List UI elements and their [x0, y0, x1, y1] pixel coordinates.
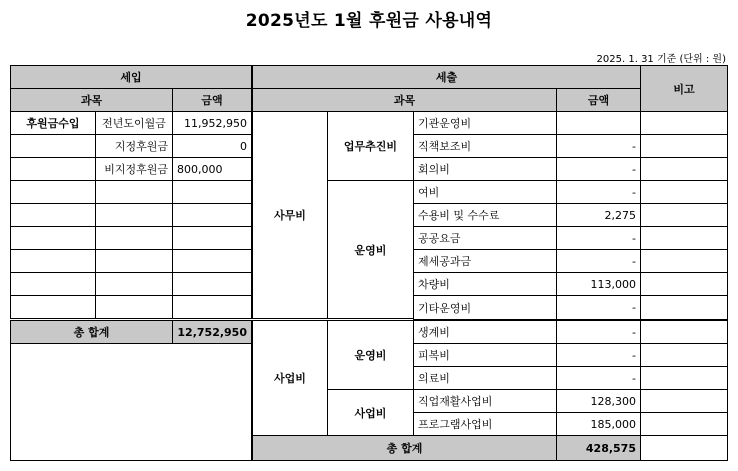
income-blank-cell: [172, 249, 252, 273]
expense-item-amount: 185,000: [556, 412, 641, 436]
expense-group-operating: 운영비: [327, 180, 414, 319]
income-blank-cell: [10, 295, 96, 319]
date-unit-note: 2025. 1. 31 기준 (단위 : 원): [596, 54, 726, 65]
expense-item-amount: 128,300: [556, 389, 641, 413]
income-blank-cell: [10, 203, 96, 227]
page-title: 2025년도 1월 후원금 사용내역: [245, 11, 493, 31]
expense-section-office: 사무비: [251, 111, 328, 319]
remarks-cell: [640, 249, 728, 273]
income-blank-cell: [10, 249, 96, 273]
expense-group-operating: 운영비: [327, 320, 414, 390]
income-blank-cell: [95, 203, 173, 227]
expense-item-name: 프로그램사업비: [413, 412, 557, 436]
income-blank-cell: [10, 180, 96, 204]
expense-item-name: 제세공과금: [413, 249, 557, 273]
expense-item-name: 생계비: [413, 320, 557, 344]
income-blank-cell: [10, 134, 96, 158]
expense-item-amount: -: [556, 180, 641, 204]
expense-item-amount: -: [556, 343, 641, 367]
expense-item-amount: -: [556, 157, 641, 181]
remarks-cell: [640, 272, 728, 296]
income-blank-cell: [95, 249, 173, 273]
remarks-cell: [640, 389, 728, 413]
remarks-cell: [640, 320, 728, 344]
income-item-amount: 0: [172, 134, 252, 158]
income-subject-header: 과목: [10, 88, 173, 112]
expense-header: 세출: [251, 65, 641, 89]
income-blank-cell: [10, 157, 96, 181]
expense-item-name: 기관운영비: [413, 111, 557, 135]
expense-item-name: 직책보조비: [413, 134, 557, 158]
income-item-amount: 800,000: [172, 157, 252, 181]
expense-item-name: 회의비: [413, 157, 557, 181]
expense-item-name: 피복비: [413, 343, 557, 367]
remarks-cell: [640, 435, 728, 461]
remarks-cell: [640, 134, 728, 158]
income-blank-cell: [95, 272, 173, 296]
income-blank-cell: [172, 203, 252, 227]
expense-subject-header: 과목: [251, 88, 557, 112]
expense-total-amount: 428,575: [556, 435, 641, 461]
expense-item-name: 공공요금: [413, 226, 557, 250]
income-blank-cell: [172, 295, 252, 319]
expense-amount-header: 금액: [556, 88, 641, 112]
income-blank-cell: [172, 226, 252, 250]
expense-item-amount: 2,275: [556, 203, 641, 227]
expense-item-name: 차량비: [413, 272, 557, 296]
expense-item-amount: -: [556, 226, 641, 250]
remarks-cell: [640, 111, 728, 135]
income-item-name: 전년도이월금: [95, 111, 173, 135]
income-total-amount: 12,752,950: [172, 320, 252, 344]
expense-item-name: 의료비: [413, 366, 557, 390]
expense-item-name: 직업재활사업비: [413, 389, 557, 413]
remarks-header: 비고: [640, 65, 728, 112]
income-item-name: 비지정후원금: [95, 157, 173, 181]
expense-item-amount: -: [556, 134, 641, 158]
income-blank-cell: [172, 272, 252, 296]
remarks-cell: [640, 295, 728, 320]
remarks-cell: [640, 343, 728, 367]
expense-group-business-promotion: 업무추진비: [327, 111, 414, 181]
income-blank-cell: [10, 272, 96, 296]
expense-item-name: 수용비 및 수수료: [413, 203, 557, 227]
remarks-cell: [640, 180, 728, 204]
income-empty-area: [10, 343, 252, 461]
expense-item-name: 기타운영비: [413, 295, 557, 320]
expense-item-amount: [556, 111, 641, 135]
expense-item-amount: -: [556, 320, 641, 344]
expense-section-project: 사업비: [251, 320, 328, 436]
expense-item-amount: -: [556, 366, 641, 390]
remarks-cell: [640, 412, 728, 436]
income-category: 후원금수입: [10, 111, 96, 135]
remarks-cell: [640, 203, 728, 227]
remarks-cell: [640, 157, 728, 181]
income-blank-cell: [172, 180, 252, 204]
expense-group-project: 사업비: [327, 389, 414, 436]
expense-item-amount: 113,000: [556, 272, 641, 296]
income-blank-cell: [95, 226, 173, 250]
income-item-name: 지정후원금: [95, 134, 173, 158]
income-total-label: 총 합계: [10, 320, 173, 344]
expense-item-amount: -: [556, 249, 641, 273]
income-blank-cell: [95, 295, 173, 319]
expense-item-amount: -: [556, 295, 641, 320]
remarks-cell: [640, 226, 728, 250]
expense-item-name: 여비: [413, 180, 557, 204]
income-header: 세입: [10, 65, 252, 89]
income-amount-header: 금액: [172, 88, 252, 112]
income-blank-cell: [95, 180, 173, 204]
income-item-amount: 11,952,950: [172, 111, 252, 135]
income-blank-cell: [10, 226, 96, 250]
expense-total-label: 총 합계: [251, 435, 557, 461]
usage-table: [10, 65, 728, 461]
remarks-cell: [640, 366, 728, 390]
